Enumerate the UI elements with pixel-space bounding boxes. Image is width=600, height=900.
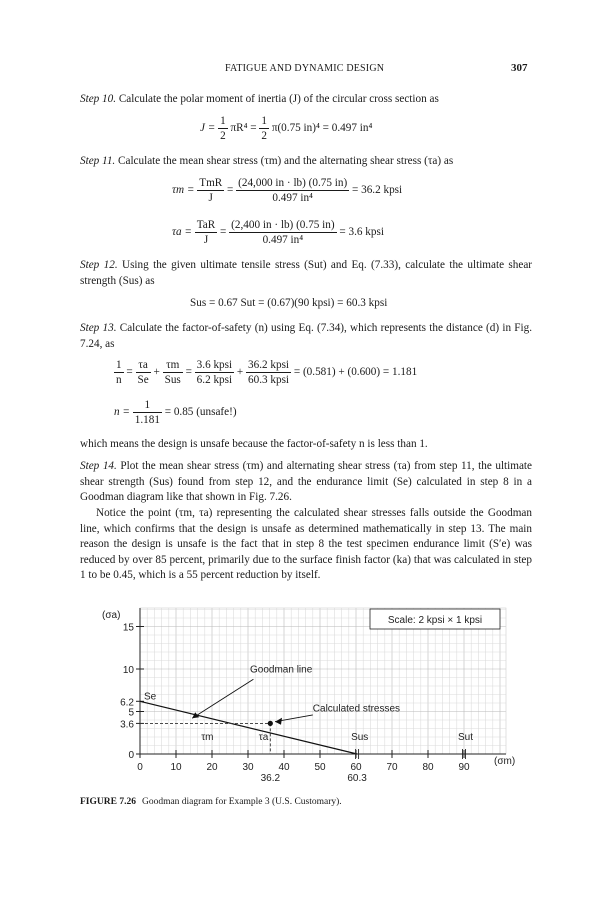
notice-paragraph: Notice the point (τm, τa) representing the calculated shear stresses falls outside the Goodman line, which confirms that the design is unsafe as determined mathematically in step 13. The main reason the design is unsafe is the fact that in step 8 the test specimen endurance limit (S′e) was reduced by over 85 percent, primarily due to the surface finish factor (ka) that was calculated in step 1 to be 0.45, which is a 55 percent reduction by itself. — [80, 507, 532, 581]
step-13-paragraph: Step 13. Calculate the factor-of-safety (n) using Eq. (7.34), which represents the distance (d) in Fig. 7.24, as — [80, 322, 533, 350]
y-tick-label: 3.6 — [120, 719, 134, 731]
x-tick-label: 60 — [350, 762, 362, 773]
step-11-paragraph: Step 11. Calculate the mean shear stress (τm) and the alternating shear stress (τa) as — [80, 155, 454, 167]
plot-frame — [140, 608, 506, 754]
x-axis-label: (σm) — [494, 756, 516, 767]
calculated-stress-point — [268, 721, 273, 726]
se-label: Se — [144, 691, 157, 703]
equation-alternating-shear: τa = $\frac{\text{TaR}}{J}$ = $\frac{(2,400 in \cdot lb) (0.75 in)}{\text{0.497 in⁴}}$ = 3.6 kpsi — [172, 219, 384, 246]
step-text: Calculate the polar moment of inertia (J) of the circular cross section as — [118, 93, 439, 105]
equation-mean-shear: τm = $\frac{\text{TmR}}{J}$ = $\frac{(24,000 in \cdot lb) (0.75 in)}{\text{0.497 in⁴}}$ = 36.2 kpsi — [172, 177, 403, 204]
conclusion-sentence: which means the design is unsafe because the factor-of-safety n is less than 1. — [80, 438, 428, 450]
scale-label: Scale: 2 kpsi × 1 kpsi — [387, 615, 483, 626]
figure-caption — [80, 797, 342, 807]
x-tick-label: 70 — [386, 762, 398, 773]
step-12-paragraph: Step 12. Using the given ultimate tensile stress (Sut) and Eq. (7.33), calculate the ultimate shear strength (Sus) as — [80, 259, 533, 287]
x-tick-label: 40 — [278, 762, 290, 773]
y-tick-label: 15 — [122, 622, 134, 634]
x-extra-label: 60.3 — [347, 773, 367, 784]
equation-ultimate-shear: Sus = 0.67 Sut = (0.67)(90 kpsi) = 60.3 kpsi — [190, 297, 388, 309]
page-number: 307 — [511, 62, 528, 74]
tau-a-label: τa — [258, 732, 269, 743]
step-14-paragraph: Step 14. Plot the mean shear stress (τm) and alternating shear stress (τa) from step 11, the ultimate shear strength (Sus) found from step 12, and the endurance limit (Se) calculated in step 8 in a Goodman diagram like that shown in Fig. 7.26. — [80, 460, 533, 503]
chart-axes — [136, 608, 506, 758]
x-tick-label: 30 — [242, 762, 254, 773]
x-tick-label: 50 — [314, 762, 326, 773]
equation-n-value: n = $\frac{1}{1.181}$ = 0.85 (unsafe!) — [114, 399, 237, 426]
running-header: FATIGUE AND DYNAMIC DESIGN — [225, 63, 385, 74]
goodman-line-annotation: Goodman line — [250, 664, 313, 676]
tau-m-label: τm — [201, 732, 214, 743]
x-tick-label: 10 — [170, 762, 182, 773]
x-extra-label: 36.2 — [260, 773, 281, 784]
caption-number: FIGURE 7.26 — [80, 797, 136, 807]
calc-arrowhead — [275, 718, 282, 725]
equation-factor-of-safety: $\frac{1}{n}$ = $\frac{\tau a}{Se}$ + $\frac{\tau m}{\text{Sus}}$ = $\frac{\text{3.6 kpsi}}{\text{6.2 kpsi}}$ + $\frac{\text{36.2 kpsi}}{\text{60.3 kpsi}}$ = (0.581) + (0.600) = 1.181 — [116, 359, 418, 386]
x-tick-label: 90 — [458, 762, 470, 773]
goodman-arrow — [192, 679, 253, 718]
sus-label: Sus — [351, 732, 369, 743]
caption-text: Goodman diagram for Example 3 (U.S. Customary). — [141, 797, 342, 807]
goodman-diagram — [98, 604, 516, 786]
equation-polar-moment: J = $\frac{1}{2}$ πR⁴ = $\frac{1}{2}$ π(0.75 in)⁴ = 0.497 in⁴ — [200, 115, 373, 142]
y-tick-label: 0 — [128, 750, 134, 761]
step-label: Step 10. — [80, 93, 117, 105]
chart-grid — [140, 608, 506, 754]
x-tick-label: 0 — [137, 762, 143, 773]
y-tick-label: 5 — [128, 707, 134, 719]
y-tick-label: 10 — [122, 665, 134, 676]
x-tick-label: 20 — [206, 762, 218, 773]
y-axis-label: (σa) — [102, 610, 121, 621]
y-tick-label: 6.2 — [120, 697, 134, 709]
x-tick-label: 80 — [422, 762, 434, 773]
chart-marks — [140, 679, 466, 759]
sut-label: Sut — [458, 732, 474, 743]
calculated-stresses-annotation: Calculated stresses — [312, 703, 401, 715]
step-10-paragraph — [80, 92, 532, 108]
